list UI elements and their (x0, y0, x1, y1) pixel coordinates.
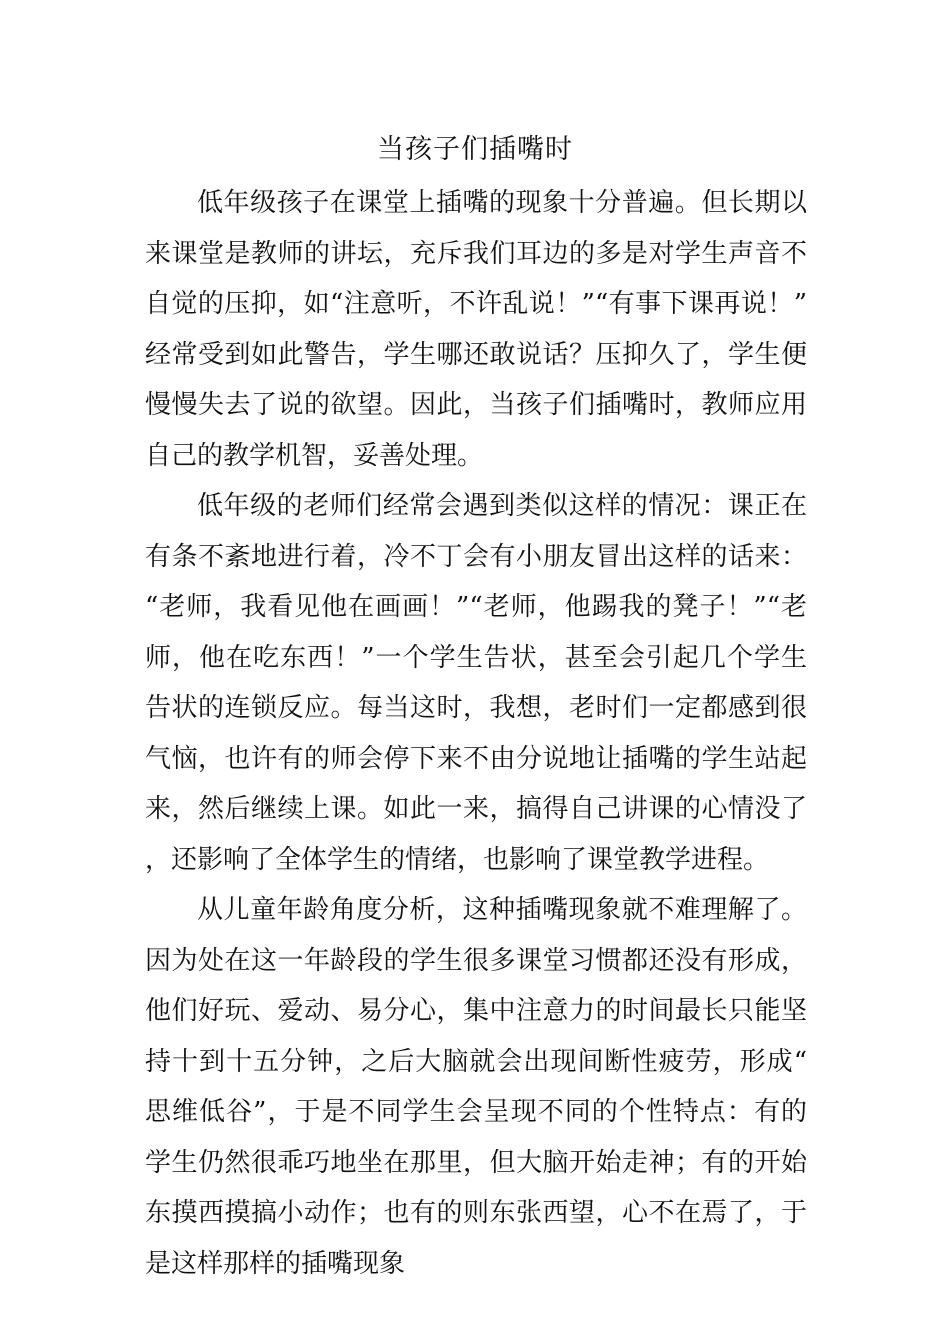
paragraph-2: 低年级的老师们经常会遇到类似这样的情况：课正在有条不紊地进行着，冷不丁会有小朋友冒出这样的话来：“老师，我看见他在画画！”“老师，他踢我的凳子！”“老师，他在吃东西！”一个学生告状，甚至会引起几个学生告状的连锁反应。每当这时，我想，老时们一定都感到很气恼，也许有的师会停下来不由分说地让插嘴的学生站起来，然后继续上课。如此一来，搞得自己讲课的心情没了，还影响了全体学生的情绪，也影响了课堂教学进程。 (145, 491, 807, 875)
document-body (145, 178, 807, 1289)
paragraph-1: 低年级孩子在课堂上插嘴的现象十分普遍。但长期以来课堂是教师的讲坛，充斥我们耳边的多是对学生声音不自觉的压抑，如“注意听，不许乱说！”“有事下课再说！”经常受到如此警告，学生哪还敢说话？压抑久了，学生便慢慢失去了说的欲望。因此，当孩子们插嘴时，教师应用自己的教学机智，妥善处理。 (145, 188, 807, 471)
document-title: 当孩子们插嘴时 (377, 134, 573, 165)
paragraph-3: 从儿童年龄角度分析，这种插嘴现象就不难理解了。因为处在这一年龄段的学生很多课堂习惯都还没有形成，他们好玩、爱动、易分心，集中注意力的时间最长只能坚持十到十五分钟，之后大脑就会出现间断性疲劳，形成“思维低谷”，于是不同学生会呈现不同的个性特点：有的学生仍然很乖巧地坐在那里，但大脑开始走神；有的开始东摸西摸搞小动作；也有的则东张西望，心不在焉了，于是这样那样的插嘴现象 (145, 895, 807, 1279)
